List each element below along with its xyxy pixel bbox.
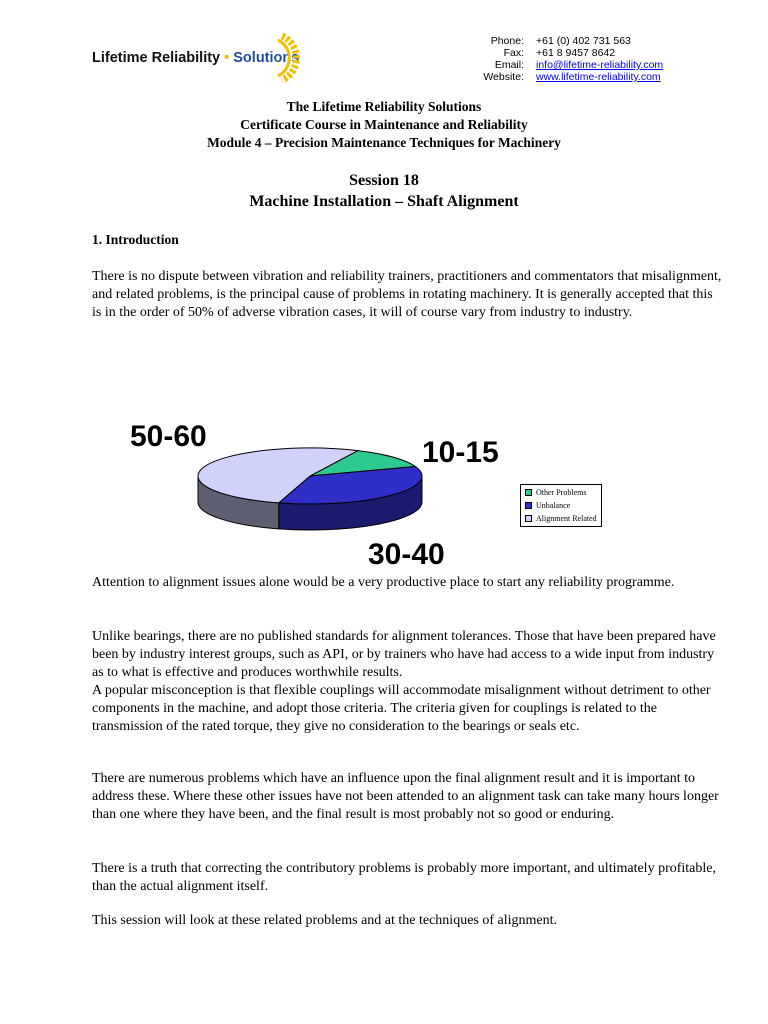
paragraph-attention: Attention to alignment issues alone would be a very productive place to start any reliability programme. <box>92 575 675 590</box>
legend-swatch-alignment <box>525 515 532 522</box>
legend-item-other: Other Problems <box>525 486 597 499</box>
website-link[interactable]: www.lifetime-reliability.com <box>536 71 661 83</box>
fax-value: +61 8 9457 8642 <box>536 47 616 59</box>
paragraph-misconception: A popular misconception is that flexible couplings will accommodate misalignment without detriment to other components in the machine, and adopt those criteria. The criteria given for couplings is related to the transmission of the rated torque, they give no consideration to the bearings or seals etc. <box>92 683 711 734</box>
legend-swatch-unbalance <box>525 502 532 509</box>
contact-website: Website: www.lifetime-reliability.com <box>483 71 661 83</box>
paragraph-problems: There are numerous problems which have an influence upon the final alignment result and it is important to address these. Where these other issues have not been attended to an alignment task can take many hours longer than one where they have been, and the final result is most probably not so good or enduring. <box>92 771 719 822</box>
contact-email: Email: info@lifetime-reliability.com <box>494 59 664 71</box>
paragraph-intro: There is no dispute between vibration and reliability trainers, practitioners and commentators that misalignment, and related problems, is the principal cause of problems in rotating machinery. It is generally accepted that this is in the order of 50% of adverse vibration cases, it will of course vary from industry to industry. <box>92 269 722 320</box>
page-title: Machine Installation – Shaft Alignment <box>249 193 519 210</box>
email-link[interactable]: info@lifetime-reliability.com <box>536 59 664 71</box>
company-logo <box>92 30 327 88</box>
phone-value: +61 (0) 402 731 563 <box>536 35 631 47</box>
legend-item-unbalance: Unbalance <box>525 499 597 512</box>
legend-item-alignment: Alignment Related <box>525 512 597 525</box>
contact-phone: Phone: +61 (0) 402 731 563 <box>490 35 631 47</box>
gear-arc-icon <box>274 30 324 86</box>
pie-chart <box>100 412 640 582</box>
legend-swatch-other <box>525 489 532 496</box>
logo-product: Solutions <box>233 50 300 66</box>
course-heading: Certificate Course in Maintenance and Reliability <box>240 117 528 132</box>
logo-separator: • <box>224 50 230 66</box>
session-heading: Session 18 <box>349 172 419 189</box>
contact-fax: Fax: +61 8 9457 8642 <box>503 47 616 59</box>
chart-legend <box>520 484 602 527</box>
org-heading: The Lifetime Reliability Solutions <box>286 99 482 114</box>
section-heading: 1. Introduction <box>92 232 179 247</box>
paragraph-truth: There is a truth that correcting the contributory problems is probably more important, and ultimately profitable, than the actual alignment itself. <box>92 861 716 894</box>
pie-label-alignment: 50-60 <box>130 420 207 453</box>
contact-block <box>470 35 663 83</box>
module-heading: Module 4 – Precision Maintenance Techniques for Machinery <box>207 135 561 150</box>
paragraph-standards: Unlike bearings, there are no published standards for alignment tolerances. Those that have been prepared have been by industry interest groups, such as API, or by trainers who have had access to a wide input from industry as to what is effective and produces worthwhile results. <box>92 629 716 680</box>
pie-label-unbalance: 30-40 <box>368 538 445 571</box>
pie-label-other: 10-15 <box>422 436 499 469</box>
logo-brand: Lifetime Reliability <box>92 50 221 66</box>
paragraph-session: This session will look at these related problems and at the techniques of alignment. <box>92 913 558 928</box>
